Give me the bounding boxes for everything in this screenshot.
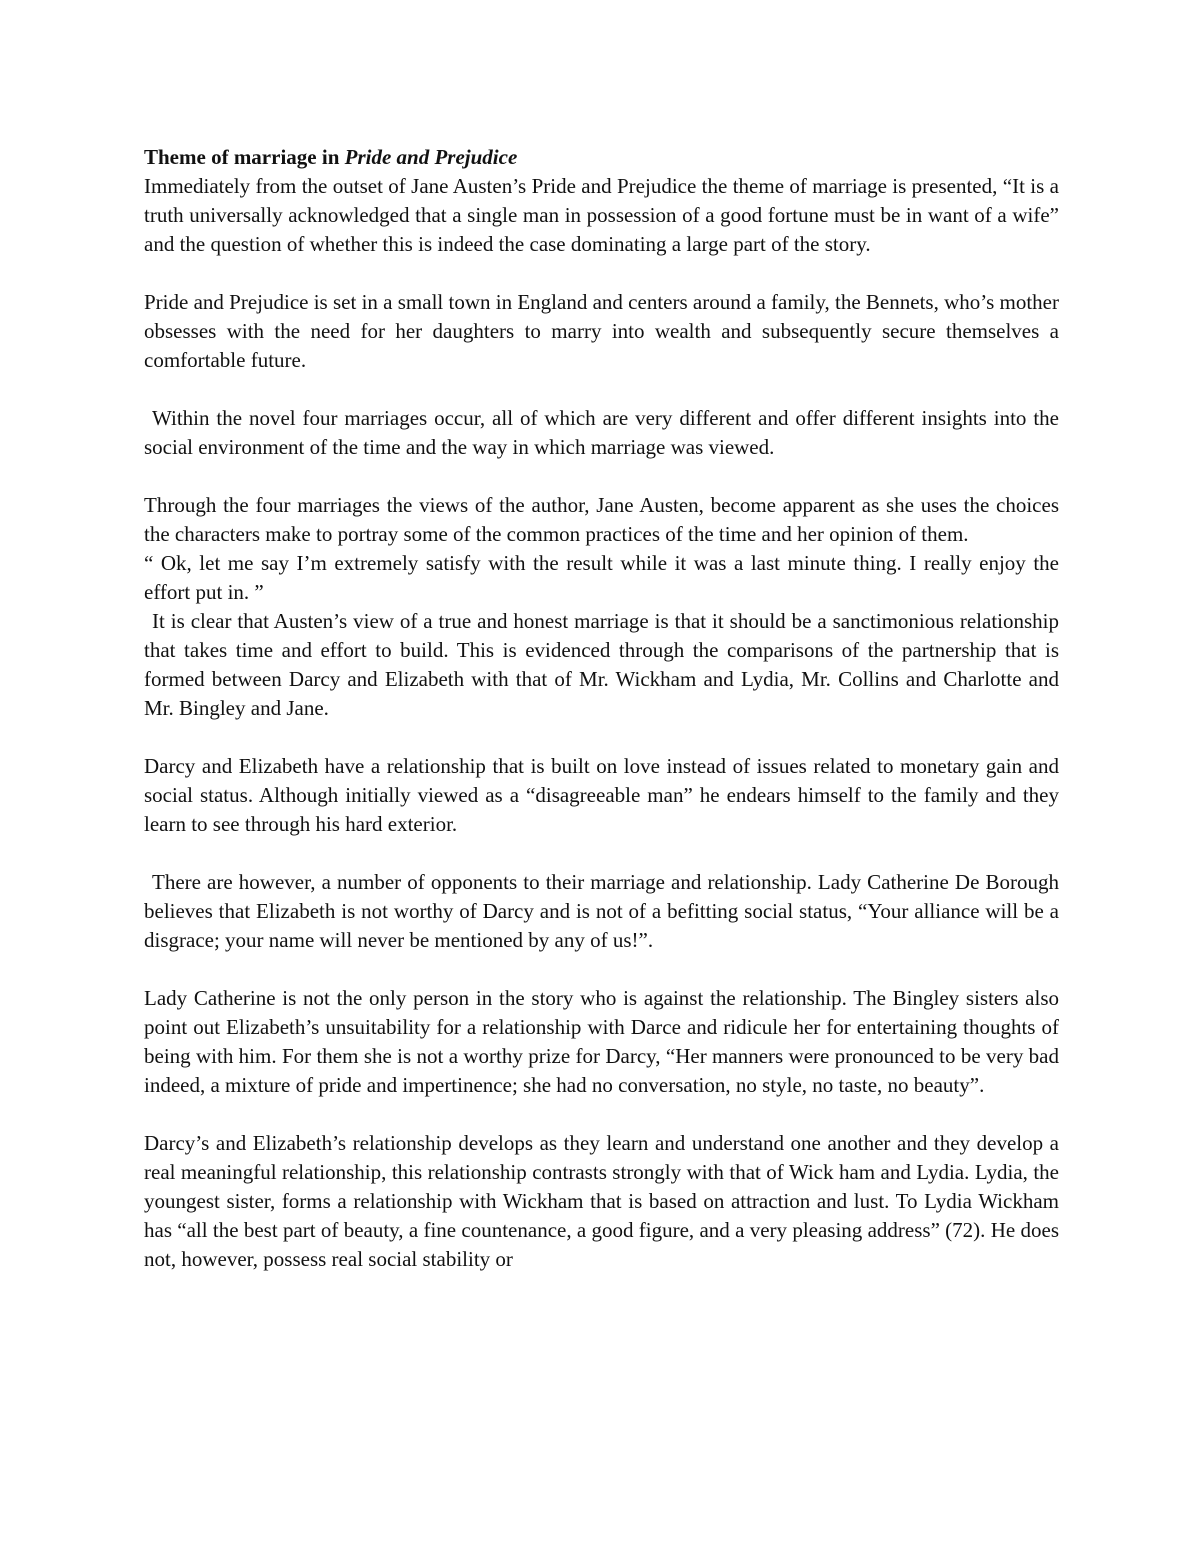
title-book-name: Pride and Prejudice bbox=[344, 145, 518, 169]
paragraph-opponents: There are however, a number of opponents to their marriage and relationship. Lady Catherine De Borough believes that Elizabeth is not worthy of Darcy and is not of a befitting social status, “Your alliance will be a disgrace; your name will never be mentioned by any of us!”. bbox=[144, 870, 1059, 952]
document-title bbox=[144, 143, 1059, 172]
paragraph-bingley-sisters: Lady Catherine is not the only person in the story who is against the relationship. The Bingley sisters also point out Elizabeth’s unsuitability for a relationship with Darce and ridicule her for entertaining thoughts of being with him. For them she is not a worthy prize for Darcy, “Her manners were pronounced to be very bad indeed, a mixture of pride and impertinence; she had no conversation, no style, no taste, no beauty”. bbox=[144, 986, 1059, 1097]
paragraph-inserted-comment: “ Ok, let me say I’m extremely satisfy with the result while it was a last minute thing. I really enjoy the effort put in. ” bbox=[144, 551, 1059, 604]
paragraph-darcy-elizabeth: Darcy and Elizabeth have a relationship that is built on love instead of issues related to monetary gain and social status. Although initially viewed as a “disagreeable man” he endears himself to the family and they learn to see through his hard exterior. bbox=[144, 754, 1059, 836]
paragraph-austen-view: It is clear that Austen’s view of a true and honest marriage is that it should be a sanctimonious relationship that takes time and effort to build. This is evidenced through the comparisons of the partnership that is formed between Darcy and Elizabeth with that of Mr. Wickham and Lydia, Mr. Collins and Charlotte and Mr. Bingley and Jane. bbox=[144, 609, 1059, 720]
paragraph-intro: Immediately from the outset of Jane Austen’s Pride and Prejudice the theme of marriage is presented, “It is a truth universally acknowledged that a single man in possession of a good fortune must be in want of a wife” and the question of whether this is indeed the case dominating a large part of the story. bbox=[144, 174, 1059, 256]
paragraph-four-marriages: Within the novel four marriages occur, all of which are very different and offer different insights into the social environment of the time and the way in which marriage was viewed. bbox=[144, 406, 1059, 459]
document-page bbox=[144, 143, 1059, 1274]
paragraph-wickham-lydia: Darcy’s and Elizabeth’s relationship develops as they learn and understand one another and they develop a real meaningful relationship, this relationship contrasts strongly with that of Wick ham and Lydia. Lydia, the youngest sister, forms a relationship with Wickham that is based on attraction and lust. To Lydia Wickham has “all the best part of beauty, a fine countenance, a good figure, and a very pleasing address” (72). He does not, however, possess real social stability or bbox=[144, 1131, 1059, 1271]
paragraph-setting: Pride and Prejudice is set in a small town in England and centers around a family, the Bennets, who’s mother obsesses with the need for her daughters to marry into wealth and subsequently secure themselves a comfortable future. bbox=[144, 290, 1059, 372]
paragraph-author-views: Through the four marriages the views of the author, Jane Austen, become apparent as she uses the choices the characters make to portray some of the common practices of the time and her opinion of them. bbox=[144, 493, 1059, 546]
title-text: Theme of marriage in bbox=[144, 145, 345, 169]
